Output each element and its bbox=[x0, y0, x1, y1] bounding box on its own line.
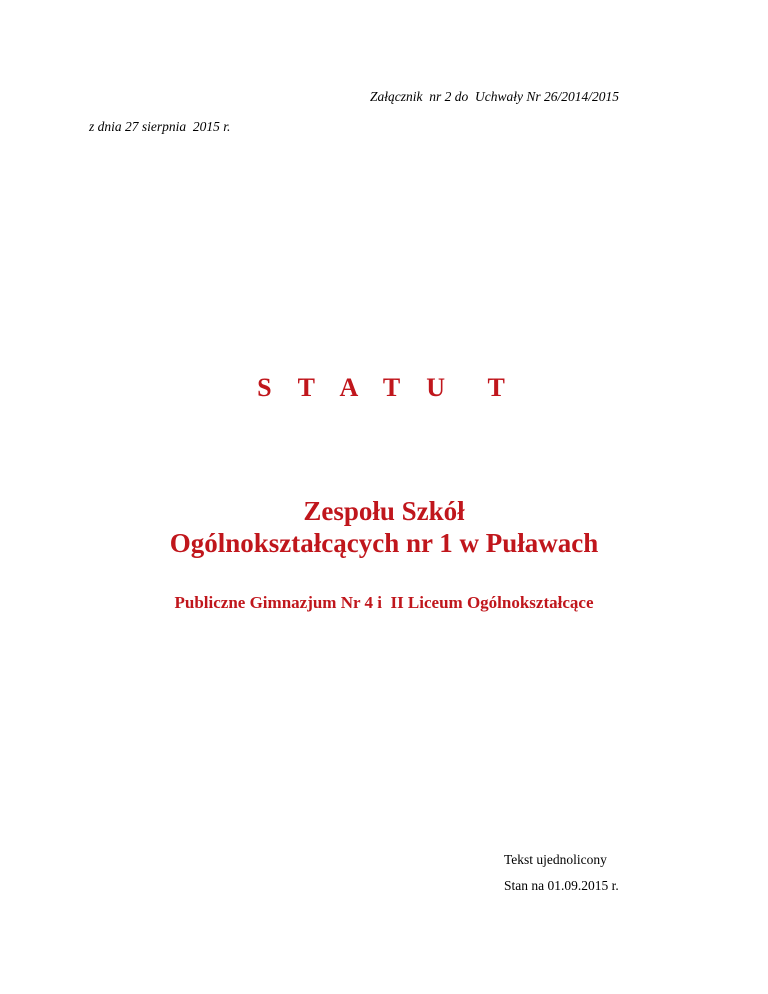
text-status: Tekst ujednolicony bbox=[504, 852, 607, 867]
as-of-date: Stan na 01.09.2015 r. bbox=[504, 878, 619, 893]
attachment-reference: Załącznik nr 2 do Uchwały Nr 26/2014/2015 bbox=[370, 89, 619, 104]
school-name bbox=[0, 495, 768, 559]
school-name-line-1: Zespołu Szkół bbox=[303, 496, 465, 526]
footer-note bbox=[504, 847, 619, 899]
document-title: S T A T U T bbox=[257, 373, 515, 402]
school-units: Publiczne Gimnazjum Nr 4 i II Liceum Ogólnokształcące bbox=[174, 593, 594, 612]
resolution-date: z dnia 27 sierpnia 2015 r. bbox=[89, 119, 231, 134]
school-name-line-2: Ogólnokształcących nr 1 w Puławach bbox=[169, 528, 599, 558]
